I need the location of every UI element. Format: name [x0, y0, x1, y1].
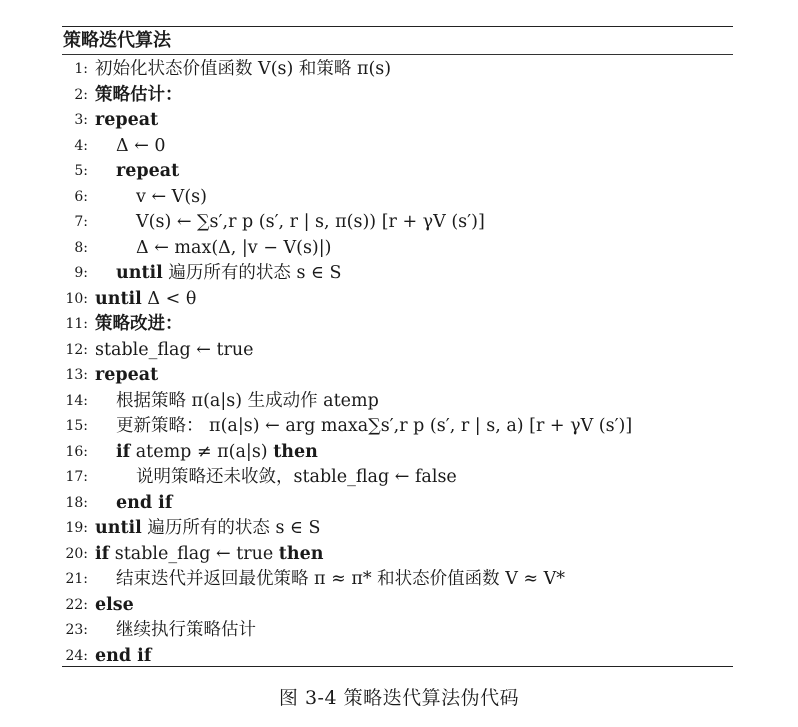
line-number: 4:	[74, 137, 88, 154]
line-number: 18:	[65, 494, 88, 511]
line-number: 11:	[65, 316, 88, 332]
line-text: end if	[116, 492, 173, 513]
line-text: end if	[95, 645, 152, 666]
line-text: Δ ← 0	[116, 135, 166, 156]
line-rest: Δ < θ	[141, 288, 197, 309]
line-number: 15:	[65, 418, 88, 434]
algorithm-line	[62, 593, 733, 619]
algorithm-line	[62, 440, 733, 466]
algorithm-line	[62, 134, 733, 160]
line-number: 24:	[65, 647, 88, 664]
algorithm-line	[62, 338, 733, 364]
keyword: then	[278, 543, 324, 564]
line-text	[95, 516, 321, 542]
line-text: Δ ← max(Δ, |v − V(s)|)	[136, 237, 332, 258]
figure-caption: 图 3-4 策略迭代算法伪代码	[278, 687, 520, 709]
line-number: 2:	[74, 86, 88, 103]
algorithm-line	[62, 108, 733, 134]
algorithm-line	[62, 312, 733, 338]
line-text: else	[95, 594, 134, 615]
algorithm-lines	[62, 55, 733, 669]
line-number: 20:	[65, 545, 88, 562]
line-number: 8:	[74, 239, 88, 256]
line-number: 7:	[74, 214, 88, 230]
line-text: 初始化状态价值函数 V(s) 和策略 π(s)	[95, 59, 392, 79]
line-number: 13:	[65, 367, 88, 383]
algorithm-box	[62, 26, 733, 669]
line-text	[116, 261, 342, 287]
line-text: repeat	[95, 110, 159, 130]
bottom-rule	[62, 666, 733, 667]
line-text: v ← V(s)	[136, 186, 207, 207]
line-number: 17:	[65, 469, 88, 485]
line-number: 12:	[65, 341, 88, 358]
algorithm-title: 策略迭代算法	[63, 30, 171, 51]
line-number: 14:	[65, 392, 88, 409]
algorithm-line	[62, 618, 733, 644]
line-text: 根据策略 π(a|s) 生成动作 atemp	[116, 390, 379, 411]
line-text: 结束迭代并返回最优策略 π ≈ π* 和状态价值函数 V ≈ V*	[116, 569, 566, 589]
line-number: 5:	[74, 163, 88, 179]
algorithm-line	[62, 210, 733, 236]
algorithm-line	[62, 261, 733, 287]
algorithm-line	[62, 57, 733, 83]
algorithm-line	[62, 83, 733, 109]
line-rest: atemp ≠ π(a|s)	[130, 441, 274, 462]
algorithm-line	[62, 185, 733, 211]
line-text	[95, 542, 323, 568]
algorithm-line	[62, 516, 733, 542]
line-rest: 遍历所有的状态 s ∈ S	[141, 518, 321, 538]
algorithm-line	[62, 363, 733, 389]
line-text	[116, 440, 318, 466]
line-text: 策略估计：	[95, 84, 183, 105]
line-number: 23:	[65, 622, 88, 638]
line-number: 22:	[65, 596, 88, 613]
line-text: 继续执行策略估计	[116, 620, 256, 640]
algorithm-line	[62, 287, 733, 313]
line-number: 16:	[65, 443, 88, 460]
line-number: 10:	[65, 290, 88, 307]
keyword: then	[273, 441, 318, 462]
line-text: 策略改进：	[95, 314, 183, 334]
algorithm-line	[62, 236, 733, 262]
line-text: stable_flag ← true	[95, 339, 254, 360]
algorithm-line	[62, 465, 733, 491]
algorithm-line	[62, 389, 733, 415]
line-number: 6:	[74, 188, 88, 205]
line-text: repeat	[116, 161, 180, 181]
line-number: 21:	[65, 571, 88, 587]
algorithm-line	[62, 567, 733, 593]
line-text: 更新策略： π(a|s) ← arg maxa∑s′,r p (s′, r | s, a) [r + γV (s′)]	[116, 416, 633, 436]
line-number: 9:	[74, 265, 88, 281]
keyword: if	[95, 543, 110, 564]
algorithm-line	[62, 159, 733, 185]
algorithm-line	[62, 542, 733, 568]
line-text: 说明策略还未收敛，stable_flag ← false	[136, 467, 457, 487]
line-rest: 遍历所有的状态 s ∈ S	[162, 263, 342, 283]
keyword: if	[116, 441, 131, 462]
keyword: until	[95, 518, 142, 538]
line-text: repeat	[95, 365, 159, 385]
keyword: until	[95, 288, 142, 309]
keyword: until	[116, 263, 163, 283]
line-number: 19:	[65, 520, 88, 536]
line-number: 3:	[74, 112, 88, 128]
line-number: 1:	[74, 61, 88, 77]
algorithm-line	[62, 491, 733, 517]
line-text	[95, 287, 196, 313]
line-text: V(s) ← ∑s′,r p (s′, r | s, π(s)) [r + γV (s′)]	[136, 212, 485, 232]
line-rest: stable_flag ← true	[109, 543, 279, 564]
algorithm-line	[62, 414, 733, 440]
